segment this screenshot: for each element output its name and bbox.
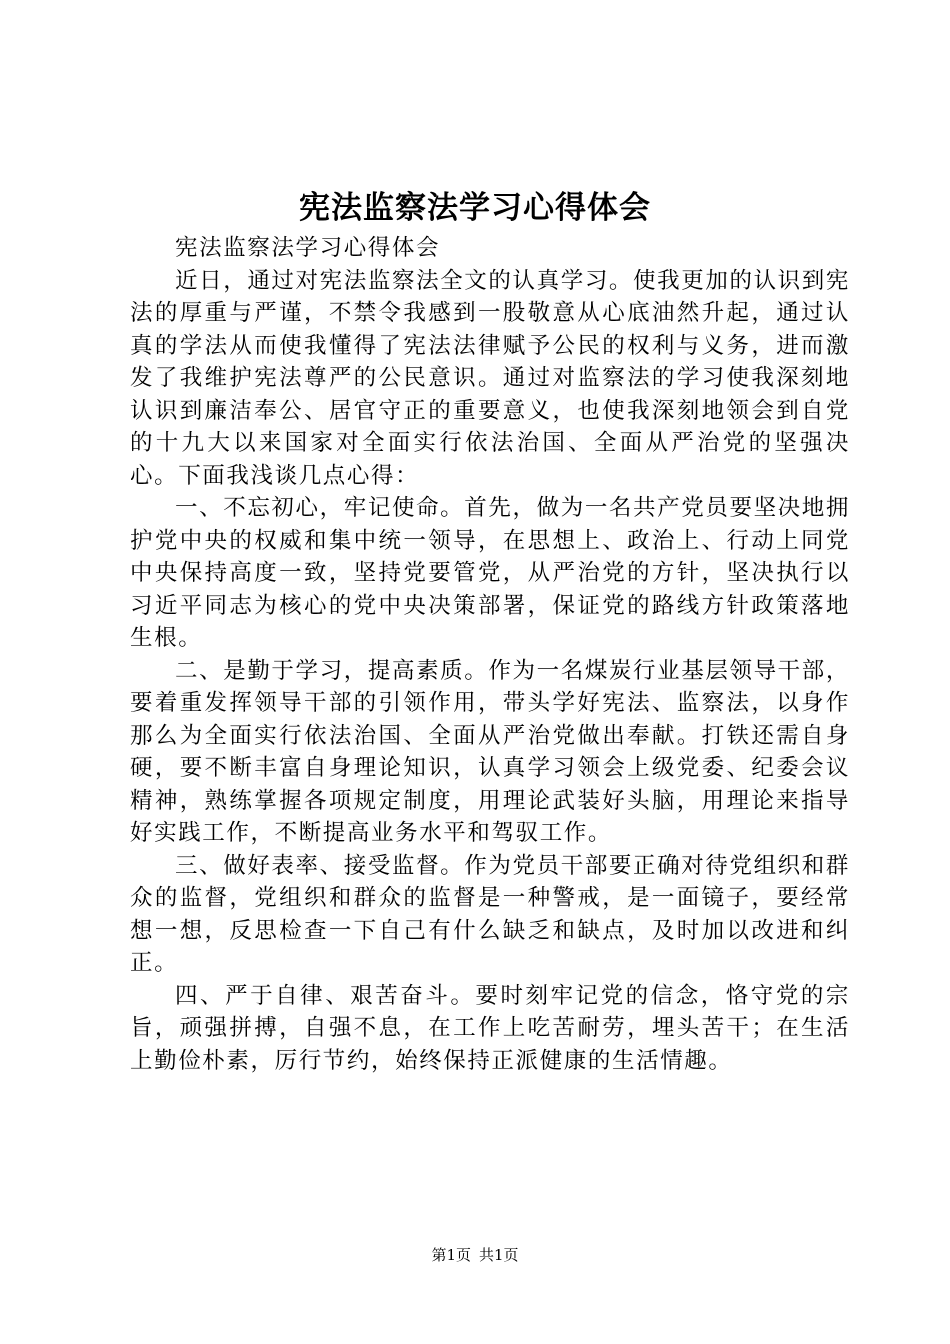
page-total: 共1页 bbox=[479, 1246, 519, 1264]
paragraph-point-1: 一、不忘初心，牢记使命。首先，做为一名共产党员要坚决地拥护党中央的权威和集中统一领导，在思想上、政治上、行动上同党中央保持高度一致，坚持党要管党，从严治党的方针，坚决执行以习近平同志为核心的党中央决策部署，保证党的路线方针政策落地生根。 bbox=[130, 495, 850, 651]
paragraph-point-4: 四、严于自律、艰苦奋斗。要时刻牢记党的信念，恪守党的宗旨，顽强拼搏，自强不息，在工作上吃苦耐劳，埋头苦干；在生活上勤俭朴素，厉行节约，始终保持正派健康的生活情趣。 bbox=[130, 982, 850, 1074]
document-body bbox=[130, 232, 850, 1077]
paragraph-intro: 近日，通过对宪法监察法全文的认真学习。使我更加的认识到宪法的厚重与严谨，不禁令我感到一股敬意从心底油然升起，通过认真的学法从而使我懂得了宪法法律赋予公民的权利与义务，进而激发了我维护宪法尊严的公民意识。通过对监察法的学习使我深刻地认识到廉洁奉公、居官守正的重要意义，也使我深刻地领会到自党的十九大以来国家对全面实行依法治国、全面从严治党的坚强决心。下面我浅谈几点心得： bbox=[130, 267, 850, 489]
document-title: 宪法监察法学习心得体会 bbox=[299, 190, 651, 226]
paragraph-point-3: 三、做好表率、接受监督。作为党员干部要正确对待党组织和群众的监督，党组织和群众的监督是一种警戒，是一面镜子，要经常想一想，反思检查一下自己有什么缺乏和缺点，及时加以改进和纠正。 bbox=[130, 852, 850, 976]
page-number: 第1页 bbox=[431, 1246, 471, 1264]
document-subtitle: 宪法监察法学习心得体会 bbox=[175, 235, 441, 261]
page-footer bbox=[0, 1244, 950, 1266]
paragraph-point-2: 二、是勤于学习，提高素质。作为一名煤炭行业基层领导干部，要着重发挥领导干部的引领作用，带头学好宪法、监察法，以身作那么为全面实行依法治国、全面从严治党做出奉献。打铁还需自身硬，要不断丰富自身理论知识，认真学习领会上级党委、纪委会议精神，熟练掌握各项规定制度，用理论武装好头脑，用理论来指导好实践工作，不断提高业务水平和驾驭工作。 bbox=[130, 657, 850, 846]
